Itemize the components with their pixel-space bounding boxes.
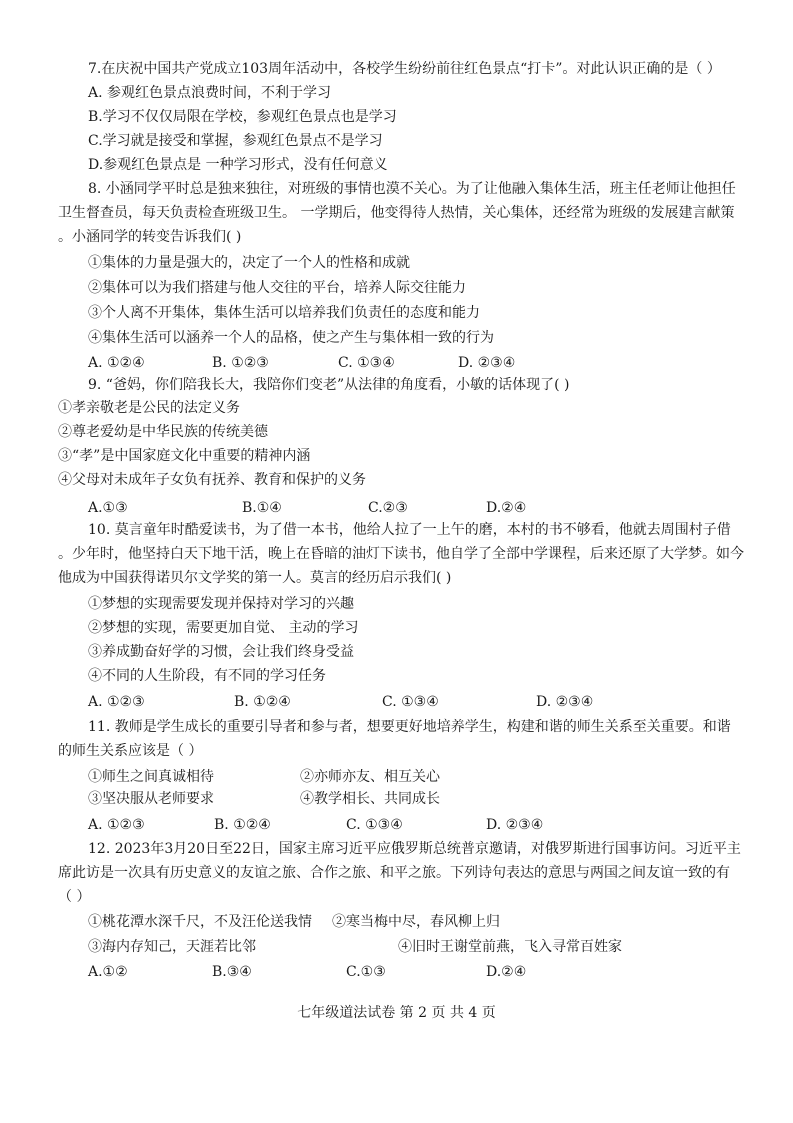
q8-statement-4: ④集体生活可以涵养一个人的品格，使之产生与集体相一致的行为 xyxy=(88,330,494,346)
q10-choice-c: C. ①③④ xyxy=(382,694,439,710)
q10-statement-4: ④不同的人生阶段，有不同的学习任务 xyxy=(88,668,326,684)
q9-statement-2: ②尊老爱幼是中华民族的传统美德 xyxy=(58,424,268,440)
q9-stem: 9. “爸妈，你们陪我长大，我陪你们变老”从法律的角度看，小敏的话体现了( ) xyxy=(88,377,570,393)
q10-choice-b: B. ①②④ xyxy=(234,694,291,710)
q9-statement-1: ①孝亲敬老是公民的法定义务 xyxy=(58,400,240,416)
q10-stem-line3: 他成为中国获得诺贝尔文学奖的第一人。莫言的经历启示我们( ) xyxy=(58,570,452,586)
q7-option-a: A. 参观红色景点浪费时间，不利于学习 xyxy=(88,85,332,101)
q10-stem-line2: 。少年时，他坚持白天下地干活，晚上在昏暗的油灯下读书，他自学了全部中学课程，后来还原了大学梦。如今 xyxy=(58,546,744,562)
q10-stem-line1: 10. 莫言童年时酷爱读书，为了借一本书，他给人拉了一上午的磨，本村的书不够看，他就去周围村子借 xyxy=(88,522,731,538)
q11-choice-b: B. ①②④ xyxy=(214,817,271,833)
q8-choice-b: B. ①②③ xyxy=(212,355,269,371)
q12-statement-3: ③海内存知己，天涯若比邻 xyxy=(88,939,256,955)
q12-stem-line1: 12. 2023年3月20日至22日，国家主席习近平应俄罗斯总统普京邀请，对俄罗斯进行国事访问。习近平主 xyxy=(88,841,741,857)
q11-statement-2: ②亦师亦友、相互关心 xyxy=(300,769,440,785)
q11-statement-1: ①师生之间真诚相待 xyxy=(88,769,214,785)
q11-stem-line2: 的师生关系应该是（ ） xyxy=(58,743,203,759)
q8-stem-line2: 卫生督查员，每天负责检查班级卫生。 一学期后，他变得待人热情，关心集体，还经常为班级的发展建言献策 xyxy=(58,205,735,221)
q8-choice-c: C. ①③④ xyxy=(338,355,395,371)
q12-statement-2: ②寒当梅中尽，春风柳上归 xyxy=(332,914,500,930)
q12-choice-b: B.③④ xyxy=(212,964,252,980)
q10-statement-1: ①梦想的实现需要发现并保持对学习的兴趣 xyxy=(88,596,354,612)
q11-stem-line1: 11. 教师是学生成长的重要引导者和参与者，想要更好地培养学生，构建和谐的师生关系至关重要。和谐 xyxy=(88,719,731,735)
q12-choice-a: A.①② xyxy=(88,964,128,980)
q8-choice-a: A. ①②④ xyxy=(88,355,145,371)
q9-statement-4: ④父母对未成年子女负有抚养、教育和保护的义务 xyxy=(58,472,366,488)
q11-choice-a: A. ①②③ xyxy=(88,817,145,833)
q9-choice-a: A.①③ xyxy=(88,500,128,516)
q7-option-b: B.学习不仅仅局限在学校，参观红色景点也是学习 xyxy=(88,109,397,125)
q7-stem: 7.在庆祝中国共产党成立103周年活动中，各校学生纷纷前往红色景点“打卡”。对此认识正确的是（ ） xyxy=(88,61,721,77)
q12-choice-c: C.①③ xyxy=(346,964,386,980)
q10-choice-a: A. ①②③ xyxy=(88,694,145,710)
q9-choice-d: D.②④ xyxy=(486,500,527,516)
q8-statement-2: ②集体可以为我们搭建与他人交往的平台，培养人际交往能力 xyxy=(88,280,466,296)
q11-statement-4: ④教学相长、共同成长 xyxy=(300,791,440,807)
q8-stem-line3: 。小涵同学的转变告诉我们( ) xyxy=(58,229,242,245)
q9-statement-3: ③“孝”是中国家庭文化中重要的精神内涵 xyxy=(58,448,311,464)
q7-option-c: C.学习就是接受和掌握，参观红色景点不是学习 xyxy=(88,133,383,149)
q12-statement-1: ①桃花潭水深千尺，不及汪伦送我情 xyxy=(88,914,312,930)
q12-stem-line2: 席此访是一次具有历史意义的友谊之旅、合作之旅、和平之旅。下列诗句表达的意思与两国之间友谊一致的有 xyxy=(58,865,730,881)
q10-statement-3: ③养成勤奋好学的习惯，会让我们终身受益 xyxy=(88,644,354,660)
q10-statement-2: ②梦想的实现，需要更加自觉、 主动的学习 xyxy=(88,620,359,636)
q12-choice-d: D.②④ xyxy=(486,964,527,980)
q8-statement-3: ③个人离不开集体，集体生活可以培养我们负责任的态度和能力 xyxy=(88,305,480,321)
q11-choice-d: D. ②③④ xyxy=(486,817,544,833)
q12-statement-4: ④旧时王谢堂前燕，飞入寻常百姓家 xyxy=(398,939,622,955)
q8-statement-1: ①集体的力量是强大的，决定了一个人的性格和成就 xyxy=(88,255,410,271)
q9-choice-b: B.①④ xyxy=(242,500,282,516)
q10-choice-d: D. ②③④ xyxy=(536,694,594,710)
q12-stem-line3: （ ） xyxy=(58,889,91,905)
q11-choice-c: C. ①③④ xyxy=(346,817,403,833)
q7-option-d: D.参观红色景点是 一种学习形式，没有任何意义 xyxy=(88,157,388,173)
q8-stem-line1: 8. 小涵同学平时总是独来独往，对班级的事情也漠不关心。为了让他融入集体生活，班主任老师让他担任 xyxy=(88,181,736,197)
q9-choice-c: C.②③ xyxy=(368,500,408,516)
page-footer: 七年级道法试卷 第 2 页 共 4 页 xyxy=(297,1005,496,1021)
q8-choice-d: D. ②③④ xyxy=(458,355,516,371)
q11-statement-3: ③坚决服从老师要求 xyxy=(88,791,214,807)
